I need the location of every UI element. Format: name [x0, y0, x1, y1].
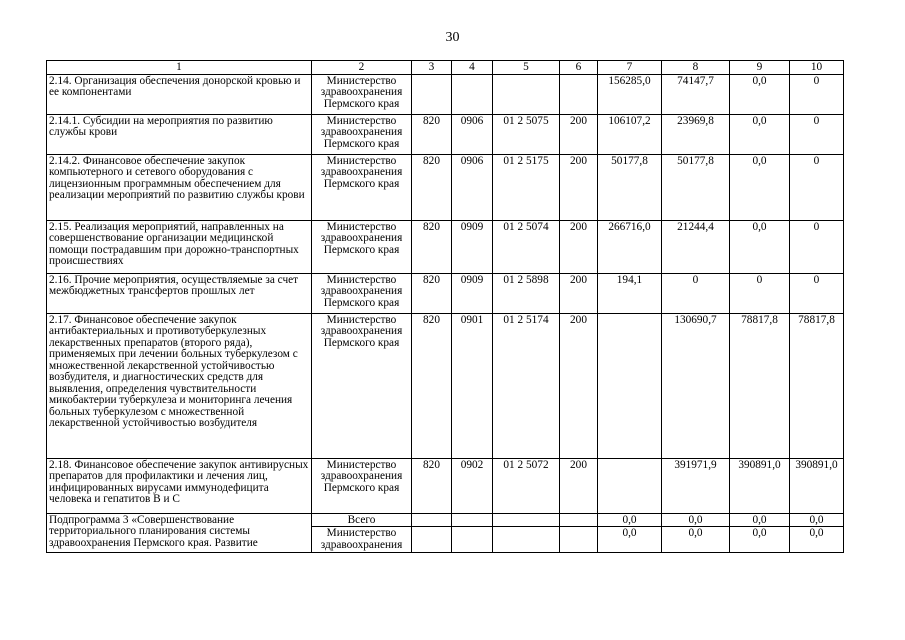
cell-c7: 156285,0: [598, 74, 662, 114]
table-row: [47, 313, 844, 458]
cell-c7: 0,0: [598, 527, 662, 553]
cell-c6: 200: [560, 220, 598, 273]
cell-c9: 0,0: [730, 513, 790, 527]
cell-c6: 200: [560, 273, 598, 313]
row-ministry: Всего: [312, 513, 412, 527]
cell-c8: 0,0: [662, 527, 730, 553]
cell-c10: 0,0: [790, 513, 844, 527]
cell-c4: 0901: [452, 313, 493, 458]
column-header: 1: [47, 61, 312, 75]
cell-c3: 820: [412, 458, 452, 513]
column-header: 4: [452, 61, 493, 75]
cell-c10: 0: [790, 74, 844, 114]
row-name: 2.16. Прочие мероприятия, осуществляемые за счет межбюджетных трансфертов прошлых лет: [47, 273, 312, 313]
cell-c7: [598, 313, 662, 458]
column-header: 7: [598, 61, 662, 75]
header-row: [47, 61, 844, 75]
column-header: 2: [312, 61, 412, 75]
cell-c3: 820: [412, 114, 452, 154]
cell-c8: 0: [662, 273, 730, 313]
cell-c7: 194,1: [598, 273, 662, 313]
cell-c4: 0902: [452, 458, 493, 513]
cell-c6: 200: [560, 313, 598, 458]
cell-c3: [412, 513, 452, 527]
cell-c4: [452, 74, 493, 114]
cell-c6: [560, 527, 598, 553]
cell-c4: 0909: [452, 273, 493, 313]
cell-c5: [493, 527, 560, 553]
cell-c10: 0,0: [790, 527, 844, 553]
cell-c5: [493, 513, 560, 527]
cell-c8: 21244,4: [662, 220, 730, 273]
cell-c4: 0906: [452, 114, 493, 154]
cell-c4: [452, 513, 493, 527]
cell-c7: 266716,0: [598, 220, 662, 273]
cell-c7: 50177,8: [598, 154, 662, 220]
row-ministry: Министерство здравоохранения Пермского края: [312, 273, 412, 313]
row-ministry: Министерство здравоохранения: [312, 527, 412, 553]
cell-c7: 106107,2: [598, 114, 662, 154]
budget-table: [46, 60, 844, 553]
cell-c9: 78817,8: [730, 313, 790, 458]
cell-c5: 01 2 5175: [493, 154, 560, 220]
cell-c3: 820: [412, 313, 452, 458]
row-name: 2.14.2. Финансовое обеспечение закупок компьютерного и сетевого оборудования с лицензионным программным обеспечением для реализации мероприятий по развитию службы крови: [47, 154, 312, 220]
cell-c8: 0,0: [662, 513, 730, 527]
cell-c3: [412, 74, 452, 114]
cell-c5: 01 2 5174: [493, 313, 560, 458]
cell-c9: 0: [730, 273, 790, 313]
cell-c4: [452, 527, 493, 553]
subprogram-row: [47, 513, 844, 527]
cell-c9: 0,0: [730, 527, 790, 553]
cell-c3: 820: [412, 273, 452, 313]
cell-c9: 0,0: [730, 74, 790, 114]
table-row: [47, 114, 844, 154]
cell-c8: 130690,7: [662, 313, 730, 458]
cell-c10: 78817,8: [790, 313, 844, 458]
cell-c8: 391971,9: [662, 458, 730, 513]
row-name: 2.14. Организация обеспечения донорской кровью и ее компонентами: [47, 74, 312, 114]
row-ministry: Министерство здравоохранения Пермского края: [312, 220, 412, 273]
row-name: 2.18. Финансовое обеспечение закупок антивирусных препаратов для профилактики и лечения лиц, инфицированных вирусами иммунодефицита человека и гепатитов В и С: [47, 458, 312, 513]
cell-c9: 0,0: [730, 154, 790, 220]
row-name: 2.15. Реализация мероприятий, направленных на совершенствование организации медицинской помощи пострадавшим при дорожно-транспортных происшествиях: [47, 220, 312, 273]
cell-c6: [560, 74, 598, 114]
cell-c5: 01 2 5898: [493, 273, 560, 313]
cell-c10: 0: [790, 273, 844, 313]
column-header: 10: [790, 61, 844, 75]
cell-c6: [560, 513, 598, 527]
table-row: [47, 74, 844, 114]
cell-c8: 74147,7: [662, 74, 730, 114]
page-number: 30: [445, 30, 460, 45]
cell-c4: 0906: [452, 154, 493, 220]
cell-c3: [412, 527, 452, 553]
table-row: [47, 273, 844, 313]
subprogram-name: Подпрограмма 3 «Совершенствование территориального планирования системы здравоохранения Пермского края. Развитие: [47, 513, 312, 553]
cell-c8: 23969,8: [662, 114, 730, 154]
cell-c3: 820: [412, 154, 452, 220]
column-header: 5: [493, 61, 560, 75]
column-header: 9: [730, 61, 790, 75]
row-name: 2.14.1. Субсидии на мероприятия по развитию службы крови: [47, 114, 312, 154]
row-name: 2.17. Финансовое обеспечение закупок антибактериальных и противотуберкулезных лекарственных препаратов (второго ряда), применяемых при лечении больных туберкулезом с множественной лекарственной устойчивостью возбудителя, и диагностических средств для выявления, определения чувствительности микобактерии туберкулеза и мониторинга лечения больных туберкулезом с множественной лекарственной устойчивостью возбудителя: [47, 313, 312, 458]
cell-c5: 01 2 5074: [493, 220, 560, 273]
cell-c8: 50177,8: [662, 154, 730, 220]
row-ministry: Министерство здравоохранения Пермского края: [312, 313, 412, 458]
row-ministry: Министерство здравоохранения Пермского края: [312, 154, 412, 220]
row-ministry: Министерство здравоохранения Пермского края: [312, 458, 412, 513]
cell-c5: 01 2 5072: [493, 458, 560, 513]
cell-c6: 200: [560, 458, 598, 513]
column-header: 6: [560, 61, 598, 75]
cell-c10: 0: [790, 114, 844, 154]
column-header: 3: [412, 61, 452, 75]
column-header: 8: [662, 61, 730, 75]
cell-c9: 0,0: [730, 114, 790, 154]
cell-c10: 390891,0: [790, 458, 844, 513]
table-row: [47, 154, 844, 220]
cell-c4: 0909: [452, 220, 493, 273]
cell-c5: 01 2 5075: [493, 114, 560, 154]
cell-c6: 200: [560, 154, 598, 220]
cell-c9: 390891,0: [730, 458, 790, 513]
cell-c10: 0: [790, 220, 844, 273]
cell-c10: 0: [790, 154, 844, 220]
table-row: [47, 458, 844, 513]
cell-c7: [598, 458, 662, 513]
cell-c6: 200: [560, 114, 598, 154]
row-ministry: Министерство здравоохранения Пермского края: [312, 74, 412, 114]
table-row: [47, 220, 844, 273]
cell-c5: [493, 74, 560, 114]
cell-c3: 820: [412, 220, 452, 273]
row-ministry: Министерство здравоохранения Пермского края: [312, 114, 412, 154]
cell-c9: 0,0: [730, 220, 790, 273]
cell-c7: 0,0: [598, 513, 662, 527]
